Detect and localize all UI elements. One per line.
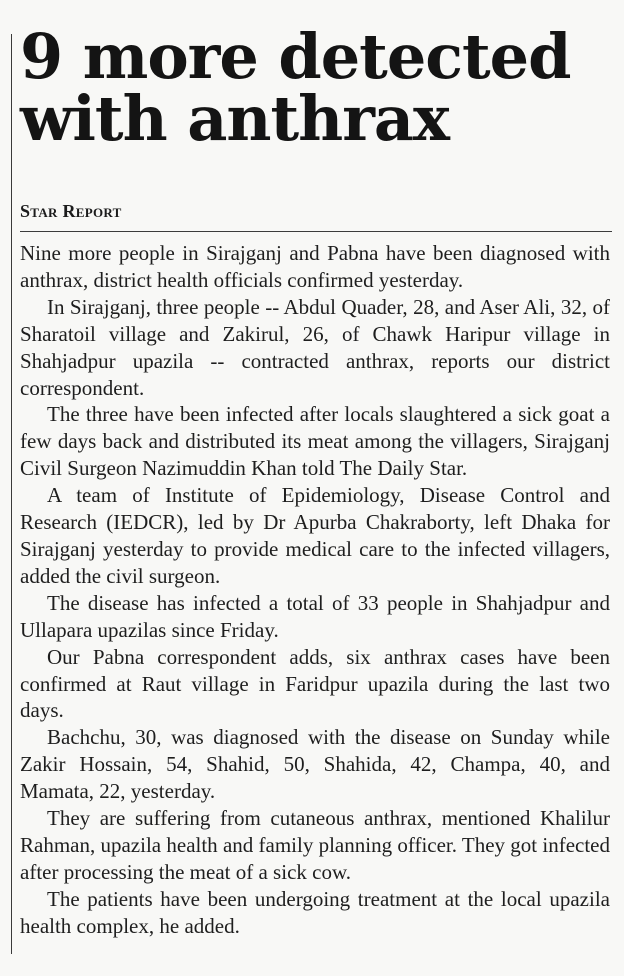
paragraph: In Sirajganj, three people -- Abdul Quader, 28, and Aser Ali, 32, of Sharatoil village and Zakirul, 26, of Chawk Haripur village in Shahjadpur upazila -- contracted anthrax, reports our district correspondent. <box>20 294 610 400</box>
paragraph: The three have been infected after locals slaughtered a sick goat a few days back and distributed its meat among the villagers, Sirajganj Civil Surgeon Nazimuddin Khan told The Daily Star. <box>20 402 610 481</box>
column-rule <box>11 34 12 954</box>
paragraph: They are suffering from cutaneous anthrax, mentioned Khalilur Rahman, upazila health and family planning officer. They got infected after processing the meat of a sick cow. <box>20 806 610 884</box>
paragraph: Our Pabna correspondent adds, six anthrax cases have been confirmed at Raut village in Faridpur upazila during the last two days. <box>20 644 610 723</box>
paragraph: The patients have been undergoing treatment at the local upazila health complex, he added. <box>20 886 610 938</box>
paragraph-lead: Nine more people in Sirajganj and Pabna have been diagnosed with anthrax, district health officials confirmed yesterday. <box>20 241 610 292</box>
byline-divider <box>20 231 612 232</box>
article-body <box>20 240 610 940</box>
headline: 9 more detected with anthrax <box>20 20 571 155</box>
paragraph: Bachchu, 30, was diagnosed with the disease on Sunday while Zakir Hossain, 54, Shahid, 50, Shahida, 42, Champa, 40, and Mamata, 22, yesterday. <box>20 725 610 804</box>
paragraph: A team of Institute of Epidemiology, Disease Control and Research (IEDCR), led by Dr Apurba Chakraborty, left Dhaka for Sirajganj yesterday to provide medical care to the infected villagers, added the civil surgeon. <box>20 483 610 588</box>
paragraph: The disease has infected a total of 33 people in Shahjadpur and Ullapara upazilas since Friday. <box>20 590 610 642</box>
byline: Star Report <box>20 201 122 221</box>
